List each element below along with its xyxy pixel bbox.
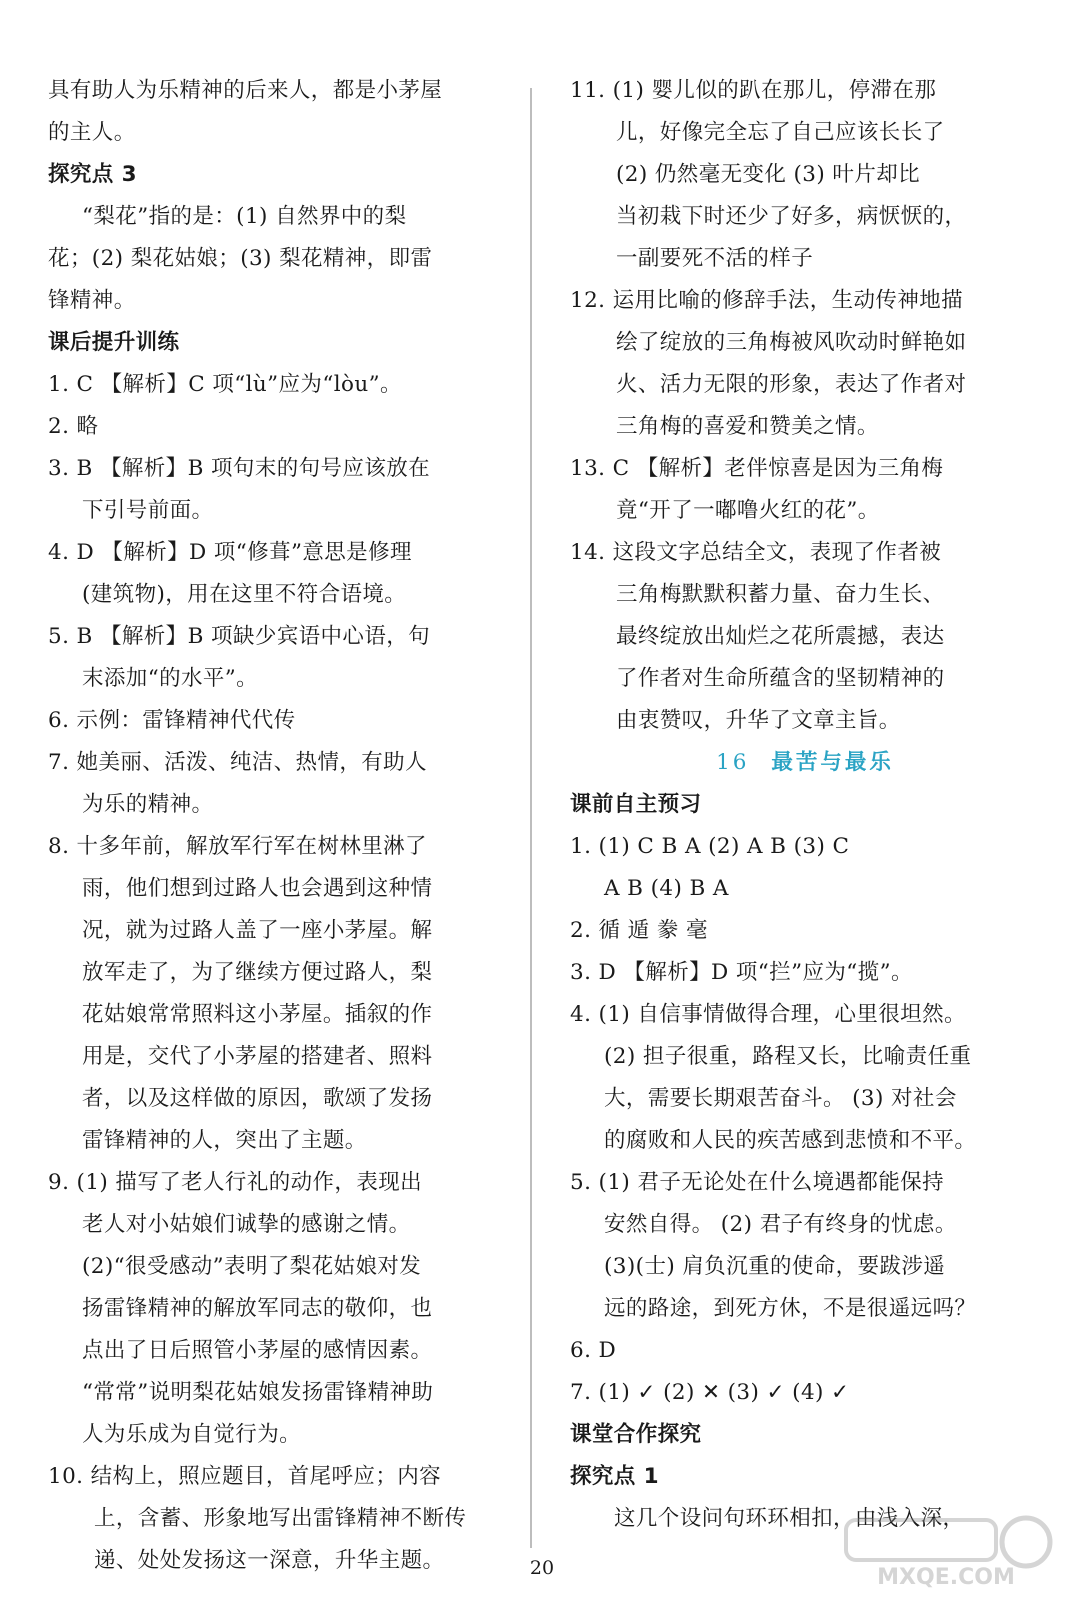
section-heading: 课堂合作探究: [570, 1422, 702, 1447]
text-line: 2. 循 遁 豢 毫: [570, 918, 708, 943]
text-line: A B (4) B A: [604, 876, 729, 901]
text-line: 1. (1) C B A (2) A B (3) C: [570, 834, 850, 859]
text-line: 10. 结构上，照应题目，首尾呼应；内容: [48, 1464, 442, 1489]
text-line: 3. D 【解析】D 项“拦”应为“揽”。: [570, 960, 913, 985]
text-line: (3)(士) 肩负沉重的使命，要跋涉遥: [604, 1254, 946, 1279]
text-line: (建筑物)，用在这里不符合语境。: [82, 582, 407, 607]
text-line: 12. 运用比喻的修辞手法，生动传神地描: [570, 288, 964, 313]
watermark-logo-icon: [836, 1512, 1056, 1592]
text-line: 6. D: [570, 1338, 617, 1363]
page-number: 20: [529, 1557, 555, 1579]
text-line: “梨花”指的是：(1) 自然界中的梨: [82, 204, 407, 229]
text-line: 竟“开了一嘟噜火红的花”。: [616, 498, 880, 523]
text-line: 绘了绽放的三角梅被风吹动时鲜艳如: [616, 330, 967, 355]
text-line: 7. (1) ✓ (2) ✕ (3) ✓ (4) ✓: [570, 1380, 850, 1405]
text-line: 扬雷锋精神的解放军同志的敬仰，也: [82, 1296, 433, 1321]
text-line: 的主人。: [48, 120, 136, 145]
text-line: 8. 十多年前，解放军行军在树林里淋了: [48, 834, 427, 859]
text-line: 者，以及这样做的原因，歌颂了发扬: [82, 1086, 433, 1111]
text-line: 安然自得。 (2) 君子有终身的忧虑。: [604, 1212, 957, 1237]
left-column: [48, 70, 508, 1582]
section-heading: 探究点 1: [570, 1464, 659, 1489]
text-line: 花姑娘常常照料这小茅屋。插叙的作: [82, 1002, 433, 1027]
text-line: 这几个设问句环环相扣，由浅入深，: [614, 1506, 965, 1531]
watermark-logo: [836, 1512, 1056, 1592]
text-line: 14. 这段文字总结全文，表现了作者被: [570, 540, 942, 565]
text-line: “常常”说明梨花姑娘发扬雷锋精神助: [82, 1380, 434, 1405]
text-line: 雨，他们想到过路人也会遇到这种情: [82, 876, 433, 901]
section-heading: 探究点 3: [48, 162, 137, 187]
text-line: 花；(2) 梨花姑娘；(3) 梨花精神，即雷: [48, 246, 433, 271]
text-line: 远的路途，到死方休，不是很遥远吗？: [604, 1296, 977, 1321]
lesson-name: 最苦与最乐: [771, 750, 894, 775]
text-line: 5. B 【解析】B 项缺少宾语中心语，句: [48, 624, 431, 649]
text-line: 1. C 【解析】C 项“lù”应为“lòu”。: [48, 372, 402, 397]
right-column: [570, 70, 1040, 1540]
text-line: 5. (1) 君子无论处在什么境遇都能保持: [570, 1170, 945, 1195]
text-line: 儿，好像完全忘了自己应该长长了: [616, 120, 945, 145]
text-line: (2)“很受感动”表明了梨花姑娘对发: [82, 1254, 422, 1279]
text-line: 点出了日后照管小茅屋的感情因素。: [82, 1338, 433, 1363]
section-heading: 课后提升训练: [48, 330, 180, 355]
text-line: 下引号前面。: [82, 498, 214, 523]
text-line: 人为乐成为自觉行为。: [82, 1422, 302, 1447]
text-line: 11. (1) 婴儿似的趴在那儿，停滞在那: [570, 78, 937, 103]
text-line: 2. 略: [48, 414, 99, 439]
text-line: 大，需要长期艰苦奋斗。 (3) 对社会: [604, 1086, 957, 1111]
text-line: 4. (1) 自信事情做得合理，心里很坦然。: [570, 1002, 966, 1027]
text-line: 用是，交代了小茅屋的搭建者、照料: [82, 1044, 433, 1069]
text-line: 上，含蓄、形象地写出雷锋精神不断传: [94, 1506, 467, 1531]
text-line: 火、活力无限的形象，表达了作者对: [616, 372, 967, 397]
text-line: 3. B 【解析】B 项句末的句号应该放在: [48, 456, 431, 481]
lesson-title: [570, 742, 1040, 784]
text-line: 一副要死不活的样子: [616, 246, 814, 271]
text-line: 三角梅的喜爱和赞美之情。: [616, 414, 879, 439]
text-line: 递、处处发扬这一深意，升华主题。: [94, 1548, 445, 1573]
text-line: 4. D 【解析】D 项“修葺”意思是修理: [48, 540, 412, 565]
text-line: 7. 她美丽、活泼、纯洁、热情，有助人: [48, 750, 427, 775]
text-line: 三角梅默默积蓄力量、奋力生长、: [616, 582, 945, 607]
text-line: 当初栽下时还少了好多，病恹恹的，: [616, 204, 967, 229]
text-line: (2) 担子很重，路程又长，比喻责任重: [604, 1044, 972, 1069]
text-line: 由衷赞叹，升华了文章主旨。: [616, 708, 901, 733]
text-line: 末添加“的水平”。: [82, 666, 259, 691]
text-line: (2) 仍然毫无变化 (3) 叶片却比: [616, 162, 921, 187]
text-line: 锋精神。: [48, 288, 136, 313]
column-divider: [530, 88, 532, 1548]
text-line: 9. (1) 描写了老人行礼的动作，表现出: [48, 1170, 423, 1195]
text-line: 况，就为过路人盖了一座小茅屋。解: [82, 918, 433, 943]
watermark-text: MXQE.COM: [877, 1565, 1015, 1590]
lesson-number: 16: [716, 750, 750, 775]
text-line: 雷锋精神的人，突出了主题。: [82, 1128, 367, 1153]
text-line: 6. 示例：雷锋精神代代传: [48, 708, 296, 733]
text-line: 13. C 【解析】老伴惊喜是因为三角梅: [570, 456, 944, 481]
text-line: 老人对小姑娘们诚挚的感谢之情。: [82, 1212, 411, 1237]
text-line: 的腐败和人民的疾苦感到悲愤和不平。: [604, 1128, 977, 1153]
text-line: 了作者对生命所蕴含的坚韧精神的: [616, 666, 945, 691]
text-line: 放军走了，为了继续方便过路人，梨: [82, 960, 433, 985]
text-line: 最终绽放出灿烂之花所震撼，表达: [616, 624, 945, 649]
text-line: 为乐的精神。: [82, 792, 214, 817]
text-line: 具有助人为乐精神的后来人，都是小茅屋: [48, 78, 443, 103]
section-heading: 课前自主预习: [570, 792, 702, 817]
